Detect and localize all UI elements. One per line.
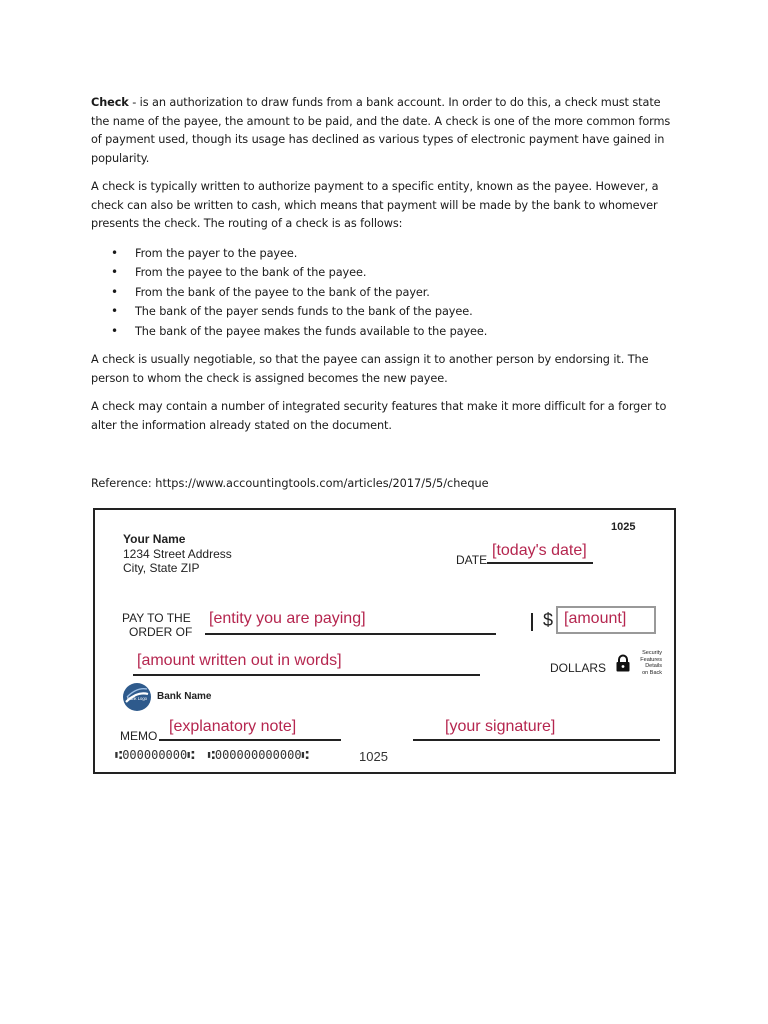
list-item: • From the payee to the bank of the payee. (135, 263, 681, 283)
date-value: [today's date] (492, 542, 587, 559)
order-of-label: ORDER OF (129, 625, 193, 639)
micr-line (115, 748, 309, 762)
memo-value: [explanatory note] (169, 718, 297, 735)
amount-divider (531, 613, 533, 631)
security-note-line: Features (640, 656, 662, 663)
bank-name: Bank Name (157, 691, 212, 702)
amount-words-line (133, 674, 480, 676)
payer-city: City, State ZIP (123, 561, 200, 575)
memo-line (159, 739, 341, 741)
memo-label: MEMO (120, 729, 158, 743)
check-number: 1025 (611, 521, 636, 533)
payee-value: [entity you are paying] (209, 610, 366, 627)
date-line (487, 562, 593, 564)
amount-value: [amount] (564, 610, 627, 627)
micr-check-number: 1025 (359, 749, 388, 764)
definition-text: - is an authorization to draw funds from a bank account. In order to do this, a check must state the name of the payee, the amount to be paid, and the date. A check is one of the more common forms of payment used, though its usage has declined as various types of electronic payment have gained in popularity. (91, 96, 671, 165)
security-note-line: Details (645, 663, 662, 669)
list-item: • From the payer to the payee. (135, 244, 681, 264)
pay-to-label: PAY TO THE (122, 611, 191, 625)
security-note-line: on Back (642, 669, 662, 676)
bank-logo-text: Bank Logo (126, 696, 148, 701)
account-number: ⑆000000000000⑆ (207, 748, 309, 762)
paragraph-definition (91, 94, 681, 168)
routing-number: ⑆000000000⑆ (115, 748, 195, 762)
term-check: Check (91, 96, 129, 109)
amount-words-value: [amount written out in words] (137, 652, 342, 669)
payer-name: Your Name (123, 532, 186, 546)
payer-address: 1234 Street Address (123, 547, 232, 561)
bank-logo-icon (122, 682, 152, 712)
dollar-sign: $ (543, 610, 554, 630)
reference-line: Reference: https://www.accountingtools.com/articles/2017/5/5/cheque (91, 477, 489, 490)
signature-line (413, 739, 660, 741)
paragraph-security: A check may contain a number of integrated security features that make it more difficult for a forger to alter the information already stated on the document. (91, 400, 667, 432)
list-item: • From the bank of the payee to the bank of the payer. (135, 283, 681, 303)
paragraph-payee: A check is typically written to authorize payment to a specific entity, known as the payee. However, a check can also be written to cash, which means that payment will be made by the bank to whomever presents the check. The routing of a check is as follows: (91, 180, 659, 230)
routing-list (91, 244, 681, 342)
amount-box (556, 606, 656, 634)
check-illustration (93, 508, 676, 774)
date-label: DATE (456, 553, 488, 567)
security-note (632, 650, 662, 676)
lock-icon (615, 654, 631, 672)
list-item: • The bank of the payer sends funds to the bank of the payee. (135, 302, 681, 322)
dollars-label: DOLLARS (550, 661, 607, 675)
list-item: • The bank of the payee makes the funds available to the payee. (135, 322, 681, 342)
signature-value: [your signature] (445, 718, 556, 735)
paragraph-negotiable: A check is usually negotiable, so that the payee can assign it to another person by endorsing it. The person to whom the check is assigned becomes the new payee. (91, 353, 649, 385)
document-body (91, 94, 681, 445)
payee-line (205, 633, 496, 635)
security-note-line: Security (642, 650, 662, 656)
